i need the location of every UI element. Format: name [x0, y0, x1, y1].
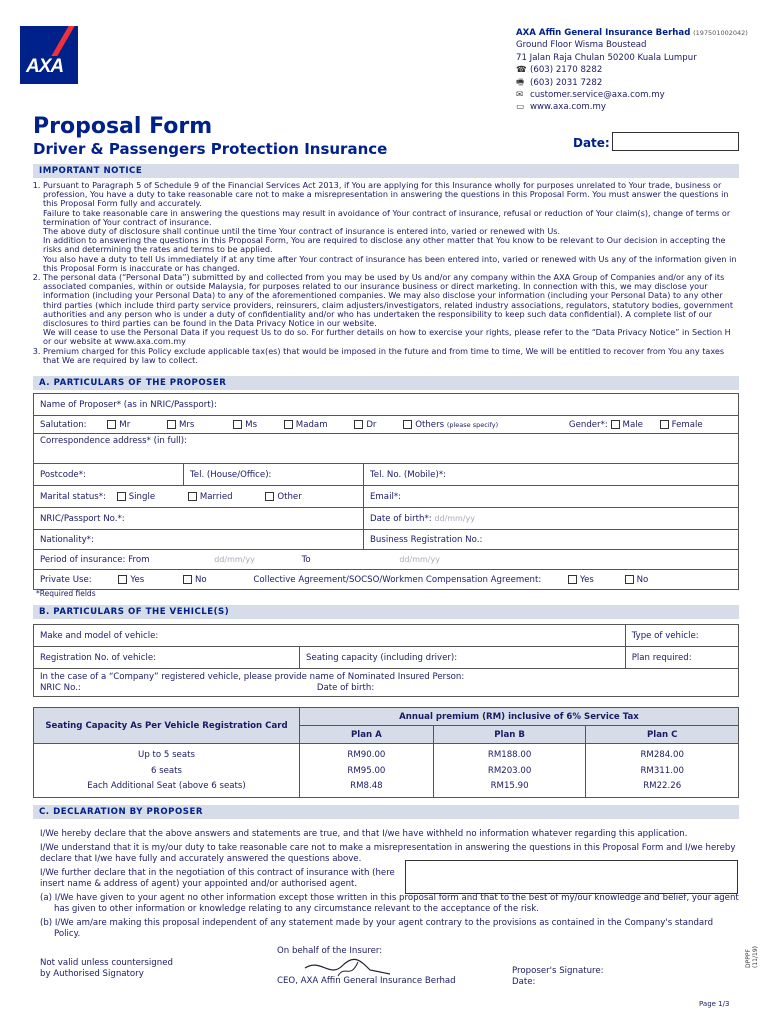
marital-label: Marital status*: — [40, 491, 106, 502]
email-field[interactable] — [364, 486, 739, 508]
proposer-name-label: Name of Proposer* (as in NRIC/Passport): — [40, 399, 217, 410]
notice-heading: IMPORTANT NOTICE — [33, 164, 739, 178]
other-marital-label: Other — [277, 491, 302, 502]
premium-table — [33, 707, 739, 798]
madam-checkbox[interactable] — [284, 420, 293, 429]
proposer-signature-label: Proposer's Signature: — [512, 966, 604, 976]
declaration-p3: I/We further declare that in the negotiation of this contract of insurance with (here insert name & address of agent) your appointed and/or authorised agent. — [40, 868, 395, 889]
notice-body — [33, 181, 739, 365]
premium-cell: RM8.48 — [300, 780, 434, 798]
premium-col-seating: Seating Capacity As Per Vehicle Registration Card — [34, 708, 300, 744]
premium-row-label: Each Additional Seat (above 6 seats) — [34, 780, 300, 798]
nominated-nric-label: NRIC No.: — [40, 682, 81, 693]
male-checkbox[interactable] — [611, 420, 620, 429]
ms-checkbox[interactable] — [233, 420, 242, 429]
company-address2: 71 Jalan Raja Chulan 50200 Kuala Lumpur — [516, 52, 697, 63]
postcode-label: Postcode*: — [40, 469, 86, 480]
address-field[interactable] — [34, 434, 739, 464]
company-reg: (197501002042) — [693, 29, 748, 37]
seating-field[interactable] — [300, 647, 626, 669]
period-label: Period of insurance: From — [40, 554, 150, 565]
married-checkbox[interactable] — [188, 492, 197, 501]
declaration-pb: (b) I/We am/are making this proposal independent of any statement made by your agent contrary to the provisions as contained in the Company's standard Policy. — [40, 918, 714, 939]
ms-label: Ms — [245, 419, 258, 430]
private-use-row — [34, 570, 739, 590]
vehicle-type-label: Type of vehicle: — [631, 630, 699, 641]
collective-yes-label: Yes — [580, 574, 594, 585]
ceo-label: CEO, AXA Affin General Insurance Berhad — [277, 976, 456, 986]
nationality-field[interactable] — [34, 530, 364, 550]
company-fax: (603) 2031 7282 — [530, 77, 603, 88]
regno-label: Registration No. of vehicle: — [40, 652, 157, 663]
logo-red-stripe — [51, 26, 74, 56]
private-yes-label: Yes — [130, 574, 145, 585]
by-authorised-text: by Authorised Signatory — [40, 969, 144, 979]
premium-cell: RM203.00 — [433, 762, 586, 780]
notice-p2: 2. The personal data (“Personal Data”) submitted by and collected from you may be used by Us and/or any company within the AXA Group of Companies and/or any of its associated companies, within or outside Malaysia, for purposes related to our insurance business or direct marketing. In connection with this, we may disclose your information (including your Personal Data) to any of the aforementioned companies. We may also disclose your information (including your Personal Data) to any other third parties (which include third party service providers, reinsurers, claim adjusters/investigators, related industry associations, regulators, statutory bodies, government authorities and any person who is under a duty of confidentiality and/or who has undertaken the responsibility to keep such data confidential). A complete list of our disclosures to third parties can be found in the Data Privacy Notice in our website. — [43, 272, 734, 329]
nric-field[interactable] — [34, 508, 364, 530]
married-label: Married — [199, 491, 233, 502]
dob-label: Date of birth*: — [370, 513, 432, 524]
female-label: Female — [671, 419, 703, 430]
company-address1: Ground Floor Wisma Boustead — [516, 40, 647, 51]
company-email: customer.service@axa.com.my — [530, 90, 665, 101]
notice-item-3 — [43, 347, 739, 365]
private-use-label: Private Use: — [40, 574, 92, 585]
section-a-heading: A. PARTICULARS OF THE PROPOSER — [33, 376, 739, 390]
vehicle-type-field[interactable] — [625, 625, 738, 647]
madam-label: Madam — [295, 419, 328, 430]
tel-house-field[interactable] — [184, 464, 364, 486]
email-icon: ✉ — [516, 90, 524, 101]
premium-cell: RM95.00 — [300, 762, 434, 780]
period-to-field[interactable]: dd/mm/yy — [399, 554, 440, 564]
notice-p2b: We will cease to use the Personal Data if you request Us to do so. For further details on how to exercise your rights, please refer to the “Data Privacy Notice” in Section H or our website at www.axa.com.my — [43, 327, 731, 347]
dob-field[interactable] — [364, 508, 739, 530]
collective-yes-checkbox[interactable] — [568, 575, 577, 584]
salutation-row — [34, 416, 739, 434]
dob-placeholder: dd/mm/yy — [434, 513, 476, 523]
date-label: Date: — [573, 136, 610, 150]
collective-label: Collective Agreement/SOCSO/Workmen Compensation Agreement: — [253, 574, 542, 585]
notice-item-2 — [43, 273, 739, 347]
premium-cell: RM311.00 — [586, 762, 739, 780]
plan-label: Plan required: — [631, 652, 692, 663]
notice-p1e: You also have a duty to tell Us immediately if at any time after Your contract of insurance has been entered into, varied or renewed with Us any of the information given in this Proposal Form is inaccurate or has changed. — [43, 253, 737, 273]
phone-icon: ☎ — [516, 65, 527, 76]
business-reg-label: Business Registration No.: — [370, 534, 483, 545]
notice-p1d: In addition to answering the questions in this Proposal Form, You are required to disclose any other matter that You know to be relevant to Our decision in accepting the risks and determining the rates and terms to be applied. — [43, 235, 726, 255]
notice-p3: 3. Premium charged for this Policy exclude applicable tax(es) that would be imposed in the future and from time to time, We will be entitled to recover from You any taxes that We are required by law to collect. — [43, 345, 725, 365]
tel-house-label: Tel. (House/Office): — [190, 469, 272, 480]
period-to-label: To — [301, 554, 311, 565]
private-yes-checkbox[interactable] — [118, 575, 127, 584]
notice-p1c: The above duty of disclosure shall continue until the time Your contract of insurance is entered into, varied or renewed with Us. — [43, 226, 561, 237]
section-a-table — [33, 393, 739, 590]
business-reg-field[interactable] — [364, 530, 739, 550]
postcode-field[interactable] — [34, 464, 184, 486]
regno-field[interactable] — [34, 647, 300, 669]
declaration-p1: I/We hereby declare that the above answers and statements are true, and that I/we have withheld no information whatever regarding this application. — [40, 829, 688, 839]
notice-p1b: Failure to take reasonable care in answering the questions may result in avoidance of Your contract of insurance, refusal or reduction of Your claim(s), change of terms or termination of Your contract of insurance. — [43, 207, 731, 227]
plan-a-header: Plan A — [300, 726, 434, 744]
premium-cell: RM15.90 — [433, 780, 586, 798]
tel-mobile-field[interactable] — [364, 464, 739, 486]
period-row — [34, 550, 739, 570]
agent-name-field[interactable] — [405, 860, 738, 894]
plan-field[interactable] — [625, 647, 738, 669]
make-model-label: Make and model of vehicle: — [40, 630, 159, 641]
period-from-field[interactable]: dd/mm/yy — [214, 554, 255, 564]
proposer-date-label: Date: — [512, 977, 536, 987]
web-icon: ▭ — [516, 102, 525, 113]
date-field[interactable] — [612, 132, 739, 151]
premium-cell: RM90.00 — [300, 744, 434, 762]
mrs-checkbox[interactable] — [167, 420, 176, 429]
premium-cell: RM284.00 — [586, 744, 739, 762]
marital-row — [34, 486, 364, 508]
others-note: (please specify) — [446, 420, 499, 429]
notice-p1a: 1. Pursuant to Paragraph 5 of Schedule 9 of the Financial Services Act 2013, if You are applying for this Insurance wholly for purposes unrelated to Your trade, business or profession, You have a duty to take reasonable care not to make a misrepresentation in answering the questions in this Proposal Form. You must answer the questions in this Proposal Form fully and accurately. — [43, 180, 729, 209]
dr-checkbox[interactable] — [354, 420, 363, 429]
company-phone: (603) 2170 8282 — [530, 65, 603, 76]
collective-no-checkbox[interactable] — [625, 575, 634, 584]
dr-label: Dr — [366, 419, 377, 430]
others-label: Others — [415, 419, 445, 430]
required-note: *Required fields — [36, 589, 96, 598]
company-vehicle-note: In the case of a “Company” registered vehicle, please provide name of Nominated Insured Person: — [40, 671, 465, 682]
section-c-heading: C. DECLARATION BY PROPOSER — [33, 805, 739, 819]
proposer-name-field[interactable] — [34, 394, 739, 416]
premium-cell: RM188.00 — [433, 744, 586, 762]
not-valid-text: Not valid unless countersigned — [40, 958, 173, 968]
company-web: www.axa.com.my — [530, 102, 606, 113]
salutation-label: Salutation: — [40, 419, 87, 430]
proposer-signature-block — [512, 966, 604, 988]
nric-label: NRIC/Passport No.*: — [40, 513, 125, 524]
not-valid-note — [40, 958, 173, 980]
premium-header: Annual premium (RM) inclusive of 6% Service Tax — [300, 708, 739, 726]
company-info — [516, 27, 748, 114]
notice-item-1 — [43, 181, 739, 273]
tel-mobile-label: Tel. No. (Mobile)*: — [370, 469, 447, 480]
company-name: AXA Affin General Insurance Berhad — [516, 28, 691, 38]
email-label: Email*: — [370, 491, 402, 502]
declaration-p2: I/We understand that it is my/our duty to take reasonable care not to make a misrepresentation in answering the questions in this Proposal Form and I/we hereby declare that I/we have fully and accurately answered the questions above. — [40, 843, 736, 864]
single-label: Single — [128, 491, 156, 502]
on-behalf-label: On behalf of the Insurer: — [277, 946, 383, 956]
gender-label: Gender*: — [568, 419, 608, 430]
female-checkbox[interactable] — [660, 420, 669, 429]
premium-row-label: 6 seats — [34, 762, 300, 780]
declaration-pa: (a) I/We have given to your agent no other information except those written in this proposal form and that to the best of my/our knowledge and belief, your agent has given to other information or knowledge relating to any circumstance relevant to the acceptance of the risk. — [40, 893, 739, 914]
page-number: Page 1/3 — [699, 1000, 730, 1008]
form-code: DPPPF (11/19) — [745, 946, 759, 968]
nationality-label: Nationality*: — [40, 534, 94, 545]
make-model-field[interactable] — [34, 625, 626, 647]
mr-label: Mr — [119, 419, 131, 430]
private-no-checkbox[interactable] — [183, 575, 192, 584]
logo-text: AXA — [26, 56, 64, 77]
company-vehicle-row[interactable] — [34, 669, 739, 697]
male-label: Male — [622, 419, 643, 430]
address-label: Correspondence address* (in full): — [40, 436, 188, 446]
premium-row-label: Up to 5 seats — [34, 744, 300, 762]
private-no-label: No — [195, 574, 207, 585]
mrs-label: Mrs — [178, 419, 195, 430]
other-marital-checkbox[interactable] — [265, 492, 274, 501]
page-subtitle: Driver & Passengers Protection Insurance — [33, 140, 388, 158]
page-title: Proposal Form — [33, 114, 213, 139]
others-checkbox[interactable] — [403, 420, 412, 429]
plan-b-header: Plan B — [433, 726, 586, 744]
plan-c-header: Plan C — [586, 726, 739, 744]
premium-cell: RM22.26 — [586, 780, 739, 798]
seating-label: Seating capacity (including driver): — [306, 652, 458, 663]
axa-logo — [20, 26, 78, 84]
section-b-heading: B. PARTICULARS OF THE VEHICLE(S) — [33, 605, 739, 619]
section-b-table — [33, 624, 739, 697]
fax-icon: 🖷 — [516, 77, 525, 88]
mr-checkbox[interactable] — [107, 420, 116, 429]
single-checkbox[interactable] — [117, 492, 126, 501]
collective-no-label: No — [636, 574, 649, 585]
nominated-dob-label: Date of birth: — [316, 682, 375, 693]
